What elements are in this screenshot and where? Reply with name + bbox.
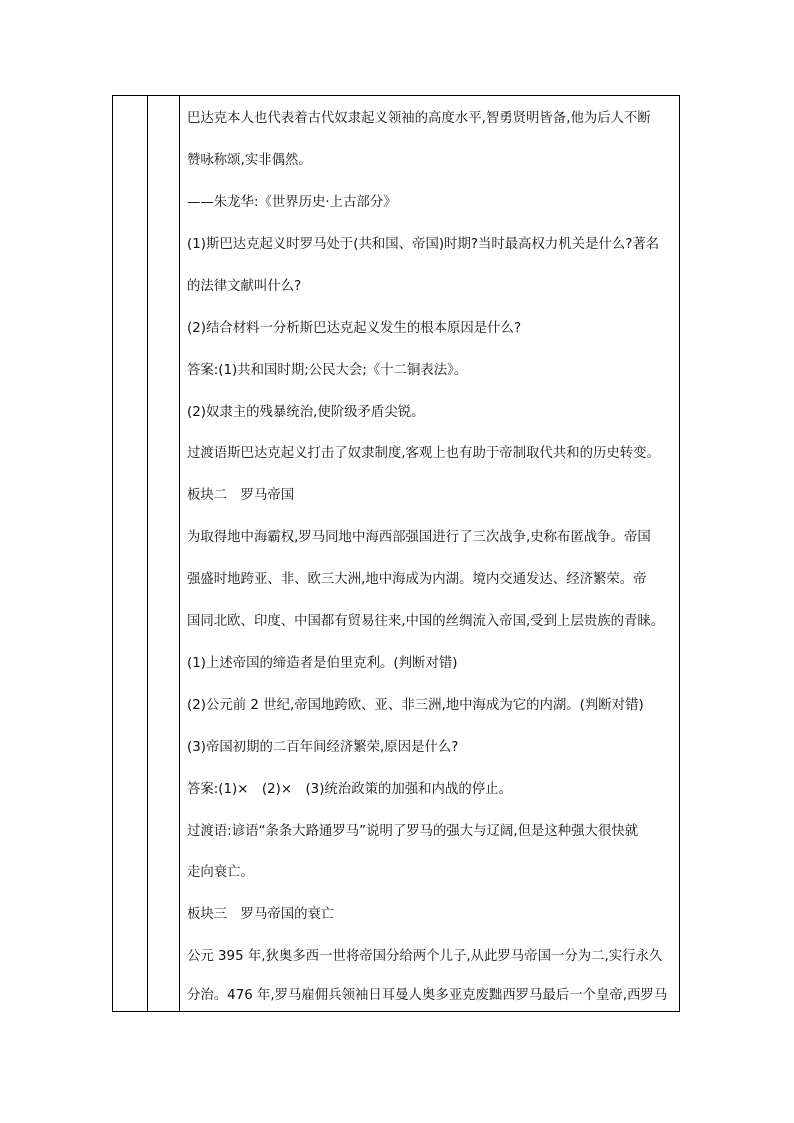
- section-2-text-line-2: 强盛时地跨亚、非、欧三大洲,地中海成为内湖。境内交通发达、经济繁荣。帝: [187, 572, 647, 587]
- section-2-question-3: (3)帝国初期的二百年间经济繁荣,原因是什么?: [187, 740, 459, 755]
- section-2-text-line-1: 为取得地中海霸权,罗马同地中海西部强国进行了三次战争,史称布匿战争。帝国: [187, 530, 651, 545]
- transition-line-1: 过渡语斯巴达克起义打击了奴隶制度,客观上也有助于帝制取代共和的历史转变。: [187, 446, 660, 461]
- section-2-question-1: (1)上述帝国的缔造者是伯里克利。(判断对错): [187, 656, 458, 671]
- section-2-text-line-3: 国同北欧、印度、中国都有贸易往来,中国的丝绸流入帝国,受到上层贵族的青睐。: [187, 614, 665, 629]
- answer-1-line: 答案:(1)共和国时期;公民大会;《十二铜表法》。: [187, 363, 468, 378]
- section-heading-3: 板块三 罗马帝国的衰亡: [187, 907, 335, 922]
- answer-2-line: (2)奴隶主的残暴统治,使阶级矛盾尖锐。: [187, 405, 425, 420]
- transition-line-2a: 过渡语:谚语“条条大路通罗马”说明了罗马的强大与辽阔,但是这种强大很快就: [187, 824, 639, 839]
- table-column-divider-2: [179, 96, 180, 1011]
- text-line-1: 巴达克本人也代表着古代奴隶起义领袖的高度水平,智勇贤明皆备,他为后人不断: [187, 111, 651, 126]
- lesson-content-cell: [187, 96, 679, 1011]
- section-3-text-line-2: 分治。476 年,罗马雇佣兵领袖日耳曼人奥多亚克废黜西罗马最后一个皇帝,西罗马: [187, 988, 668, 1003]
- question-2-line: (2)结合材料一分析斯巴达克起义发生的根本原因是什么?: [187, 321, 522, 336]
- citation-line: ——朱龙华:《世界历史·上古部分》: [187, 195, 397, 210]
- question-1-line-2: 的法律文献叫什么?: [187, 279, 302, 294]
- transition-line-2b: 走向衰亡。: [187, 865, 254, 880]
- lesson-table: [112, 95, 680, 1012]
- section-2-answer: 答案:(1)× (2)× (3)统治政策的加强和内战的停止。: [187, 782, 512, 797]
- section-2-question-2: (2)公元前 2 世纪,帝国地跨欧、亚、非三洲,地中海成为它的内湖。(判断对错): [187, 698, 644, 713]
- section-3-text-line-1: 公元 395 年,狄奥多西一世将帝国分给两个儿子,从此罗马帝国一分为二,实行永久: [187, 949, 663, 964]
- section-heading-2: 板块二 罗马帝国: [187, 488, 295, 503]
- question-1-line-1: (1)斯巴达克起义时罗马处于(共和国、帝国)时期?当时最高权力机关是什么?著名: [187, 237, 660, 252]
- text-line-2: 赞咏称颂,实非偶然。: [187, 153, 312, 168]
- table-column-divider-1: [147, 96, 148, 1011]
